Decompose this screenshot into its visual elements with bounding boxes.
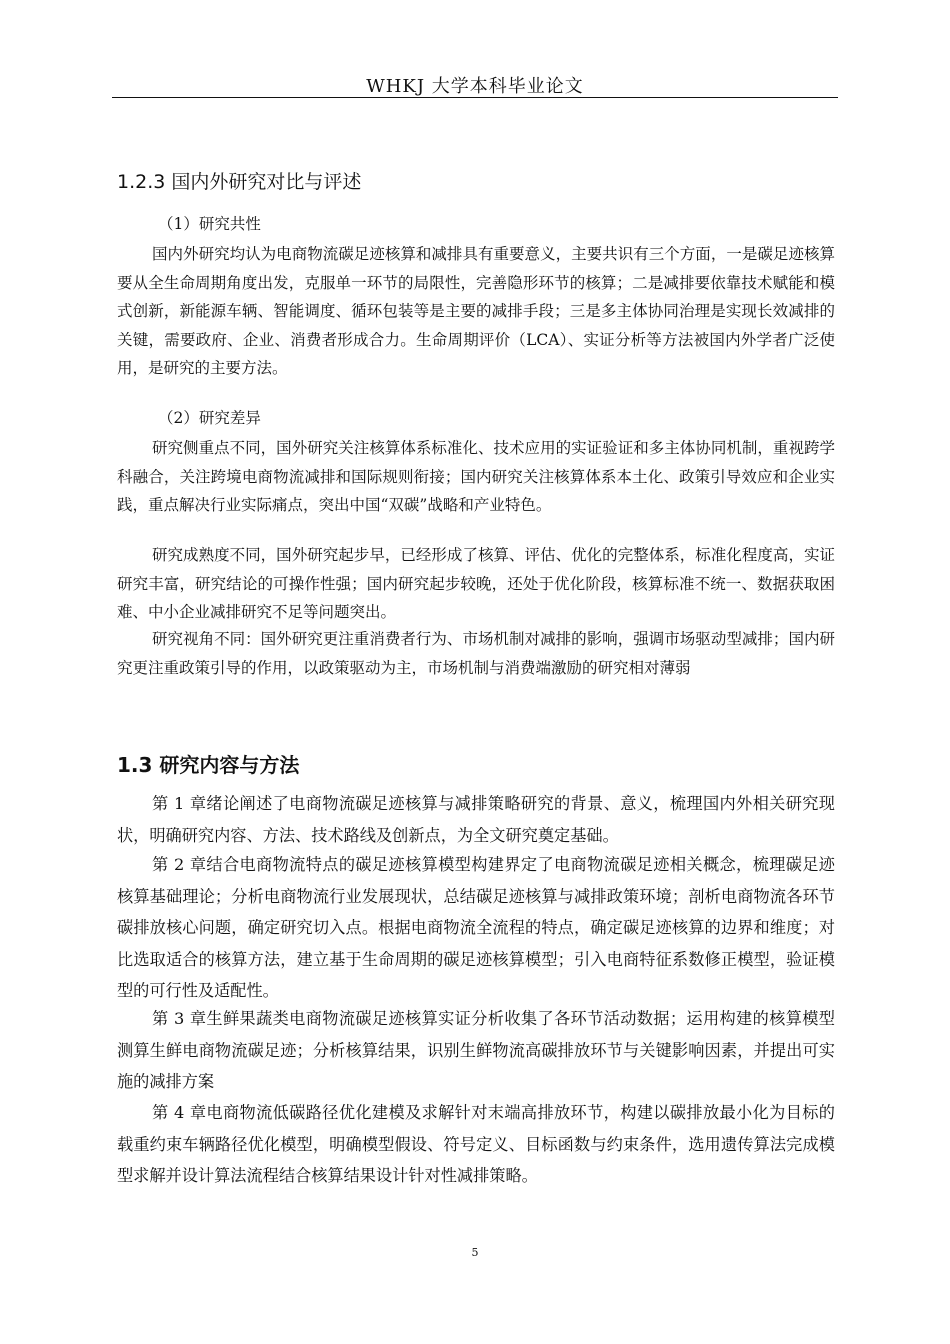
paragraph-chapter-4: 第 4 章电商物流低碳路径优化建模及求解针对末端高排放环节，构建以碳排放最小化为目标的载重约束车辆路径优化模型，明确模型假设、符号定义、目标函数与约束条件，选用遗传算法完成模型求解并设计算法流程结合核算结果设计针对性减排策略。	[117, 1103, 835, 1185]
paragraph-chapter-1: 第 1 章绪论阐述了电商物流碳足迹核算与减排策略研究的背景、意义，梳理国内外相关研究现状，明确研究内容、方法、技术路线及创新点，为全文研究奠定基础。	[117, 794, 835, 845]
header-divider	[112, 97, 838, 98]
section-1-2-3-heading: 1.2.3 国内外研究对比与评述	[117, 171, 362, 193]
paragraph-commonality: 国内外研究均认为电商物流碳足迹核算和减排具有重要意义，主要共识有三个方面，一是碳足迹核算要从全生命周期角度出发，克服单一环节的局限性，完善隐形环节的核算；二是减排要依靠技术赋能和模式创新，新能源车辆、智能调度、循环包装等是主要的减排手段；三是多主体协同治理是实现长效减排的关键，需要政府、企业、消费者形成合力。生命周期评价（LCA）、实证分析等方法被国内外学者广泛使用，是研究的主要方法。	[117, 245, 835, 377]
subheading-commonality: （1）研究共性	[158, 215, 261, 233]
paragraph-chapter-3: 第 3 章生鲜果蔬类电商物流碳足迹核算实证分析收集了各环节活动数据；运用构建的核算模型测算生鲜电商物流碳足迹；分析核算结果，识别生鲜物流高碳排放环节与关键影响因素，并提出可实施的减排方案	[117, 1009, 835, 1091]
page-header-title: WHKJ 大学本科毕业论文	[366, 76, 584, 97]
paragraph-focus-difference: 研究侧重点不同，国外研究关注核算体系标准化、技术应用的实证验证和多主体协同机制，重视跨学科融合，关注跨境电商物流减排和国际规则衔接；国内研究关注核算体系本土化、政策引导效应和企业实践，重点解决行业实际痛点，突出中国“双碳”战略和产业特色。	[117, 439, 835, 514]
paragraph-chapter-2: 第 2 章结合电商物流特点的碳足迹核算模型构建界定了电商物流碳足迹相关概念，梳理碳足迹核算基础理论；分析电商物流行业发展现状，总结碳足迹核算与减排政策环境；剖析电商物流各环节碳排放核心问题，确定研究切入点。根据电商物流全流程的特点，确定碳足迹核算的边界和维度；对比选取适合的核算方法，建立基于生命周期的碳足迹核算模型；引入电商特征系数修正模型，验证模型的可行性及适配性。	[117, 855, 835, 1000]
page-number: 5	[471, 1246, 479, 1259]
section-1-3-heading: 1.3 研究内容与方法	[117, 753, 300, 777]
paragraph-perspective-difference: 研究视角不同：国外研究更注重消费者行为、市场机制对减排的影响，强调市场驱动型减排；国内研究更注重政策引导的作用，以政策驱动为主，市场机制与消费端激励的研究相对薄弱	[117, 630, 835, 677]
paragraph-maturity-difference: 研究成熟度不同，国外研究起步早，已经形成了核算、评估、优化的完整体系，标准化程度高，实证研究丰富，研究结论的可操作性强；国内研究起步较晚，还处于优化阶段，核算标准不统一、数据获取困难、中小企业减排研究不足等问题突出。	[117, 546, 835, 621]
subheading-differences: （2）研究差异	[158, 409, 261, 427]
